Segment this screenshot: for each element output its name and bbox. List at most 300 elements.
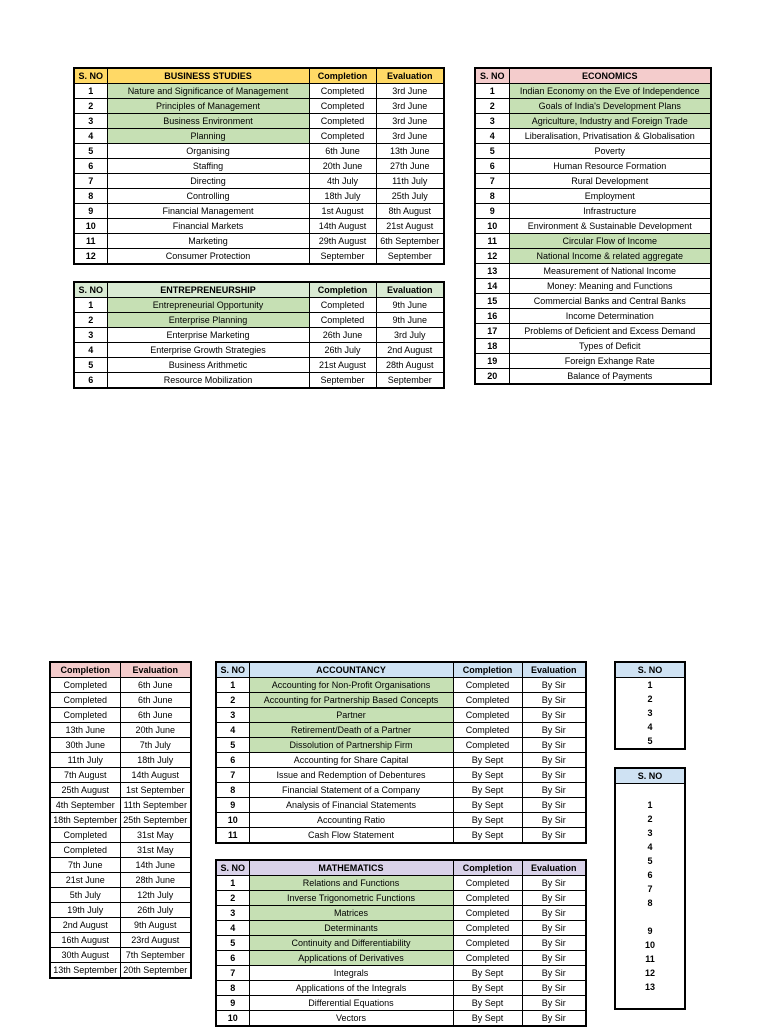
completion-cell: Completed bbox=[309, 99, 376, 114]
table-row bbox=[615, 706, 685, 720]
serial-number-cell: 3 bbox=[74, 114, 107, 129]
serial-number-cell: 11 bbox=[74, 234, 107, 249]
evaluation-cell: 2nd August bbox=[376, 343, 444, 358]
evaluation-cell: 28th August bbox=[376, 358, 444, 373]
serial-number-cell: 1 bbox=[615, 678, 685, 693]
serial-number-cell: 5 bbox=[216, 738, 249, 753]
topic-cell: Analysis of Financial Statements bbox=[249, 798, 453, 813]
evaluation-cell: 9th June bbox=[376, 313, 444, 328]
serial-number-cell: 6 bbox=[216, 951, 249, 966]
table-row bbox=[475, 204, 711, 219]
topic-cell: Accounting Ratio bbox=[249, 813, 453, 828]
table-row bbox=[216, 891, 586, 906]
topic-cell: Matrices bbox=[249, 906, 453, 921]
serial-number-cell: 1 bbox=[74, 84, 107, 99]
completion-cell: Completed bbox=[453, 891, 522, 906]
evaluation-cell: By Sir bbox=[522, 768, 586, 783]
completion-cell: September bbox=[309, 373, 376, 389]
table-row bbox=[615, 938, 685, 952]
topic-cell: Goals of India's Development Plans bbox=[509, 99, 711, 114]
topic-cell: Dissolution of Partnership Firm bbox=[249, 738, 453, 753]
column-header: Evaluation bbox=[522, 860, 586, 876]
topic-cell: Retirement/Death of a Partner bbox=[249, 723, 453, 738]
table-row bbox=[74, 189, 444, 204]
table-row bbox=[50, 738, 191, 753]
column-header: Evaluation bbox=[522, 662, 586, 678]
serial-number-cell: 1 bbox=[216, 876, 249, 891]
topic-cell: Accounting for Share Capital bbox=[249, 753, 453, 768]
serial-number-cell bbox=[615, 910, 685, 924]
serial-number-cell: 6 bbox=[216, 753, 249, 768]
column-header: Completion bbox=[309, 68, 376, 84]
table-row bbox=[216, 708, 586, 723]
evaluation-cell: 3rd June bbox=[376, 99, 444, 114]
table-row bbox=[74, 219, 444, 234]
completion-cell: 18th July bbox=[309, 189, 376, 204]
table-row bbox=[50, 783, 191, 798]
serial-number-cell: 4 bbox=[615, 840, 685, 854]
table-row bbox=[74, 84, 444, 99]
serial-number-cell: 4 bbox=[615, 720, 685, 734]
serial-number-cell: 12 bbox=[74, 249, 107, 265]
topic-cell: Issue and Redemption of Debentures bbox=[249, 768, 453, 783]
table-row bbox=[475, 339, 711, 354]
topic-cell: Planning bbox=[107, 129, 309, 144]
table-row bbox=[50, 813, 191, 828]
table-row bbox=[475, 114, 711, 129]
topic-cell: Principles of Management bbox=[107, 99, 309, 114]
topic-cell: Resource Mobilization bbox=[107, 373, 309, 389]
completion-cell: 6th June bbox=[309, 144, 376, 159]
table-row bbox=[50, 693, 191, 708]
completion-cell: Completed bbox=[309, 313, 376, 328]
table-row bbox=[615, 678, 685, 693]
serial-number-cell: 2 bbox=[74, 99, 107, 114]
table-row bbox=[74, 328, 444, 343]
serial-number-cell: 5 bbox=[615, 854, 685, 868]
evaluation-cell: By Sir bbox=[522, 891, 586, 906]
table-row bbox=[475, 84, 711, 99]
serial-number-cell: 8 bbox=[475, 189, 509, 204]
topic-cell: Controlling bbox=[107, 189, 309, 204]
topic-cell: Employment bbox=[509, 189, 711, 204]
evaluation-cell: 9th August bbox=[120, 918, 191, 933]
business-studies-table bbox=[73, 67, 445, 265]
completion-cell: 16th August bbox=[50, 933, 120, 948]
serial-number-cell: 14 bbox=[475, 279, 509, 294]
column-header: S. NO bbox=[216, 860, 249, 876]
table-row bbox=[216, 738, 586, 753]
evaluation-cell: 3rd July bbox=[376, 328, 444, 343]
topic-cell: Agriculture, Industry and Foreign Trade bbox=[509, 114, 711, 129]
evaluation-cell: By Sir bbox=[522, 753, 586, 768]
mathematics-table bbox=[215, 859, 587, 1027]
evaluation-cell: 7th September bbox=[120, 948, 191, 963]
table-row bbox=[475, 324, 711, 339]
completion-cell: By Sept bbox=[453, 981, 522, 996]
completion-cell: 20th June bbox=[309, 159, 376, 174]
table-row bbox=[74, 114, 444, 129]
completion-cell: By Sept bbox=[453, 768, 522, 783]
serial-number-cell: 6 bbox=[74, 373, 107, 389]
table-row bbox=[615, 734, 685, 749]
completion-cell: By Sept bbox=[453, 1011, 522, 1027]
serial-number-cell: 10 bbox=[216, 1011, 249, 1027]
completion-cell: 1st August bbox=[309, 204, 376, 219]
table-row bbox=[475, 234, 711, 249]
serial-number-cell: 3 bbox=[615, 706, 685, 720]
completion-cell: Completed bbox=[50, 843, 120, 858]
serial-number-cell: 4 bbox=[216, 723, 249, 738]
table-row bbox=[615, 924, 685, 938]
evaluation-cell: 13th June bbox=[376, 144, 444, 159]
completion-cell: Completed bbox=[453, 936, 522, 951]
serial-number-cell: 10 bbox=[216, 813, 249, 828]
table-row bbox=[615, 980, 685, 994]
table-row bbox=[50, 918, 191, 933]
economics-table bbox=[474, 67, 712, 385]
completion-cell: Completed bbox=[453, 723, 522, 738]
evaluation-cell: By Sir bbox=[522, 936, 586, 951]
completion-cell: By Sept bbox=[453, 783, 522, 798]
right-sno-table-2 bbox=[614, 767, 686, 1010]
table-row bbox=[74, 373, 444, 389]
completion-cell: 18th September bbox=[50, 813, 120, 828]
column-header: S. NO bbox=[74, 68, 107, 84]
table-row bbox=[74, 174, 444, 189]
table-row bbox=[74, 99, 444, 114]
topic-cell: Enterprise Growth Strategies bbox=[107, 343, 309, 358]
serial-number-cell: 13 bbox=[475, 264, 509, 279]
serial-number-cell: 4 bbox=[74, 343, 107, 358]
completion-cell: Completed bbox=[453, 951, 522, 966]
serial-number-cell: 4 bbox=[216, 921, 249, 936]
table-row bbox=[74, 204, 444, 219]
right-sno-table-1 bbox=[614, 661, 686, 750]
evaluation-cell: By Sir bbox=[522, 798, 586, 813]
table-row bbox=[475, 189, 711, 204]
serial-number-cell: 9 bbox=[216, 996, 249, 1011]
topic-cell: Applications of the Integrals bbox=[249, 981, 453, 996]
completion-cell: Completed bbox=[453, 693, 522, 708]
table-row bbox=[216, 813, 586, 828]
evaluation-cell: 3rd June bbox=[376, 84, 444, 99]
completion-cell: Completed bbox=[453, 921, 522, 936]
header-row bbox=[216, 860, 586, 876]
table-row bbox=[475, 309, 711, 324]
serial-number-cell: 2 bbox=[615, 812, 685, 826]
evaluation-cell: September bbox=[376, 373, 444, 389]
table-row bbox=[475, 159, 711, 174]
serial-number-cell: 1 bbox=[475, 84, 509, 99]
serial-number-cell: 7 bbox=[74, 174, 107, 189]
column-header: ECONOMICS bbox=[509, 68, 711, 84]
completion-cell: 5th July bbox=[50, 888, 120, 903]
serial-number-cell: 8 bbox=[216, 783, 249, 798]
serial-number-cell: 1 bbox=[74, 298, 107, 313]
serial-number-cell: 5 bbox=[615, 734, 685, 749]
completion-cell: 30th June bbox=[50, 738, 120, 753]
topic-cell: Enterprise Planning bbox=[107, 313, 309, 328]
evaluation-cell: 7th July bbox=[120, 738, 191, 753]
completion-cell: By Sept bbox=[453, 828, 522, 844]
topic-cell: Organising bbox=[107, 144, 309, 159]
table-row bbox=[74, 234, 444, 249]
table-row bbox=[216, 798, 586, 813]
serial-number-cell: 3 bbox=[216, 708, 249, 723]
evaluation-cell: By Sir bbox=[522, 828, 586, 844]
topic-cell: Problems of Deficient and Excess Demand bbox=[509, 324, 711, 339]
table-row bbox=[615, 854, 685, 868]
evaluation-cell: 25th July bbox=[376, 189, 444, 204]
serial-number-cell: 10 bbox=[475, 219, 509, 234]
topic-cell: Circular Flow of Income bbox=[509, 234, 711, 249]
serial-number-cell: 5 bbox=[74, 358, 107, 373]
serial-number-cell: 9 bbox=[475, 204, 509, 219]
topic-cell: Partner bbox=[249, 708, 453, 723]
column-header: Completion bbox=[453, 662, 522, 678]
evaluation-cell: 31st May bbox=[120, 843, 191, 858]
table-row bbox=[475, 99, 711, 114]
evaluation-cell: 28th June bbox=[120, 873, 191, 888]
topic-cell: Entrepreneurial Opportunity bbox=[107, 298, 309, 313]
serial-number-cell: 8 bbox=[615, 896, 685, 910]
column-header: Evaluation bbox=[120, 662, 191, 678]
completion-cell: By Sept bbox=[453, 966, 522, 981]
evaluation-cell: By Sir bbox=[522, 723, 586, 738]
table-row bbox=[216, 966, 586, 981]
evaluation-cell: By Sir bbox=[522, 966, 586, 981]
evaluation-cell: 21st August bbox=[376, 219, 444, 234]
topic-cell: Balance of Payments bbox=[509, 369, 711, 385]
evaluation-cell: By Sir bbox=[522, 678, 586, 693]
serial-number-cell: 3 bbox=[216, 906, 249, 921]
serial-number-cell: 8 bbox=[216, 981, 249, 996]
completion-cell: Completed bbox=[453, 678, 522, 693]
evaluation-cell: By Sir bbox=[522, 783, 586, 798]
topic-cell: Staffing bbox=[107, 159, 309, 174]
serial-number-cell: 11 bbox=[615, 952, 685, 966]
serial-number-cell: 9 bbox=[74, 204, 107, 219]
evaluation-cell: By Sir bbox=[522, 906, 586, 921]
table-row bbox=[50, 873, 191, 888]
serial-number-cell: 7 bbox=[475, 174, 509, 189]
serial-number-cell: 10 bbox=[615, 938, 685, 952]
serial-number-cell: 12 bbox=[475, 249, 509, 264]
topic-cell: Business Environment bbox=[107, 114, 309, 129]
table-row bbox=[615, 896, 685, 910]
economics-dates-table bbox=[49, 661, 192, 979]
evaluation-cell: 1st September bbox=[120, 783, 191, 798]
topic-cell: Continuity and Differentiability bbox=[249, 936, 453, 951]
header-row bbox=[74, 282, 444, 298]
evaluation-cell: 9th June bbox=[376, 298, 444, 313]
evaluation-cell: 6th June bbox=[120, 708, 191, 723]
topic-cell: Applications of Derivatives bbox=[249, 951, 453, 966]
table-row bbox=[475, 219, 711, 234]
completion-cell: 25th August bbox=[50, 783, 120, 798]
column-header: S. NO bbox=[475, 68, 509, 84]
evaluation-cell: 6th September bbox=[376, 234, 444, 249]
topic-cell: Directing bbox=[107, 174, 309, 189]
table-row bbox=[216, 951, 586, 966]
table-row bbox=[50, 843, 191, 858]
table-row bbox=[50, 708, 191, 723]
completion-cell: 11th July bbox=[50, 753, 120, 768]
column-header: S. NO bbox=[74, 282, 107, 298]
table-row bbox=[50, 768, 191, 783]
serial-number-cell: 2 bbox=[216, 693, 249, 708]
serial-number-cell bbox=[615, 994, 685, 1009]
column-header: Completion bbox=[50, 662, 120, 678]
table-row bbox=[615, 798, 685, 812]
serial-number-cell: 20 bbox=[475, 369, 509, 385]
table-row bbox=[74, 144, 444, 159]
topic-cell: Income Determination bbox=[509, 309, 711, 324]
table-row bbox=[216, 906, 586, 921]
evaluation-cell: By Sir bbox=[522, 708, 586, 723]
table-row bbox=[216, 768, 586, 783]
serial-number-cell: 2 bbox=[74, 313, 107, 328]
table-row bbox=[615, 784, 685, 799]
table-row bbox=[615, 994, 685, 1009]
evaluation-cell: 20th September bbox=[120, 963, 191, 979]
column-header: S. NO bbox=[615, 662, 685, 678]
evaluation-cell: 6th June bbox=[120, 693, 191, 708]
topic-cell: Liberalisation, Privatisation & Globalisation bbox=[509, 129, 711, 144]
topic-cell: Enterprise Marketing bbox=[107, 328, 309, 343]
table-row bbox=[216, 981, 586, 996]
evaluation-cell: 3rd June bbox=[376, 114, 444, 129]
completion-cell: 4th September bbox=[50, 798, 120, 813]
table-row bbox=[216, 753, 586, 768]
topic-cell: Poverty bbox=[509, 144, 711, 159]
topic-cell: Business Arithmetic bbox=[107, 358, 309, 373]
serial-number-cell: 7 bbox=[216, 966, 249, 981]
header-row bbox=[615, 768, 685, 784]
topic-cell: Determinants bbox=[249, 921, 453, 936]
topic-cell: Consumer Protection bbox=[107, 249, 309, 265]
evaluation-cell: 20th June bbox=[120, 723, 191, 738]
table-row bbox=[50, 903, 191, 918]
serial-number-cell: 4 bbox=[74, 129, 107, 144]
completion-cell: 2nd August bbox=[50, 918, 120, 933]
completion-cell: Completed bbox=[50, 708, 120, 723]
table-row bbox=[216, 828, 586, 844]
table-row bbox=[615, 812, 685, 826]
serial-number-cell: 6 bbox=[475, 159, 509, 174]
table-row bbox=[475, 264, 711, 279]
table-row bbox=[475, 144, 711, 159]
table-row bbox=[615, 952, 685, 966]
completion-cell: 7th August bbox=[50, 768, 120, 783]
evaluation-cell: 8th August bbox=[376, 204, 444, 219]
column-header: S. NO bbox=[216, 662, 249, 678]
completion-cell: 21st June bbox=[50, 873, 120, 888]
evaluation-cell: 18th July bbox=[120, 753, 191, 768]
table-row bbox=[615, 720, 685, 734]
evaluation-cell: By Sir bbox=[522, 981, 586, 996]
header-row bbox=[74, 68, 444, 84]
evaluation-cell: 27th June bbox=[376, 159, 444, 174]
table-row bbox=[50, 948, 191, 963]
completion-cell: 21st August bbox=[309, 358, 376, 373]
serial-number-cell: 10 bbox=[74, 219, 107, 234]
topic-cell: Financial Statement of a Company bbox=[249, 783, 453, 798]
table-row bbox=[216, 783, 586, 798]
completion-cell: Completed bbox=[50, 693, 120, 708]
serial-number-cell: 7 bbox=[216, 768, 249, 783]
completion-cell: Completed bbox=[309, 114, 376, 129]
topic-cell: Relations and Functions bbox=[249, 876, 453, 891]
topic-cell: Financial Management bbox=[107, 204, 309, 219]
completion-cell: Completed bbox=[453, 876, 522, 891]
serial-number-cell: 5 bbox=[216, 936, 249, 951]
completion-cell: 13th September bbox=[50, 963, 120, 979]
table-row bbox=[74, 313, 444, 328]
evaluation-cell: 12th July bbox=[120, 888, 191, 903]
evaluation-cell: 14th August bbox=[120, 768, 191, 783]
serial-number-cell bbox=[615, 784, 685, 799]
completion-cell: 29th August bbox=[309, 234, 376, 249]
table-row bbox=[50, 828, 191, 843]
header-row bbox=[216, 662, 586, 678]
evaluation-cell: 25th September bbox=[120, 813, 191, 828]
evaluation-cell: By Sir bbox=[522, 813, 586, 828]
serial-number-cell: 9 bbox=[216, 798, 249, 813]
evaluation-cell: 11th September bbox=[120, 798, 191, 813]
topic-cell: Financial Markets bbox=[107, 219, 309, 234]
topic-cell: National Income & related aggregate bbox=[509, 249, 711, 264]
topic-cell: Types of Deficit bbox=[509, 339, 711, 354]
serial-number-cell: 11 bbox=[216, 828, 249, 844]
column-header: Evaluation bbox=[376, 282, 444, 298]
table-row bbox=[50, 963, 191, 979]
topic-cell: Accounting for Non-Profit Organisations bbox=[249, 678, 453, 693]
column-header: Completion bbox=[309, 282, 376, 298]
topic-cell: Rural Development bbox=[509, 174, 711, 189]
serial-number-cell: 2 bbox=[216, 891, 249, 906]
table-row bbox=[50, 933, 191, 948]
entrepreneurship-table bbox=[73, 281, 445, 389]
table-row bbox=[50, 723, 191, 738]
table-row bbox=[216, 921, 586, 936]
evaluation-cell: 23rd August bbox=[120, 933, 191, 948]
serial-number-cell: 1 bbox=[216, 678, 249, 693]
column-header: S. NO bbox=[615, 768, 685, 784]
table-row bbox=[50, 678, 191, 693]
table-row bbox=[615, 826, 685, 840]
topic-cell: Commercial Banks and Central Banks bbox=[509, 294, 711, 309]
serial-number-cell: 3 bbox=[74, 328, 107, 343]
table-row bbox=[50, 858, 191, 873]
serial-number-cell: 11 bbox=[475, 234, 509, 249]
topic-cell: Differential Equations bbox=[249, 996, 453, 1011]
table-row bbox=[475, 354, 711, 369]
evaluation-cell: 14th June bbox=[120, 858, 191, 873]
table-row bbox=[475, 174, 711, 189]
column-header: Completion bbox=[453, 860, 522, 876]
header-row bbox=[615, 662, 685, 678]
completion-cell: 26th June bbox=[309, 328, 376, 343]
evaluation-cell: 31st May bbox=[120, 828, 191, 843]
table-row bbox=[74, 249, 444, 265]
completion-cell: By Sept bbox=[453, 813, 522, 828]
table-row bbox=[74, 298, 444, 313]
completion-cell: Completed bbox=[453, 708, 522, 723]
topic-cell: Marketing bbox=[107, 234, 309, 249]
evaluation-cell: By Sir bbox=[522, 951, 586, 966]
